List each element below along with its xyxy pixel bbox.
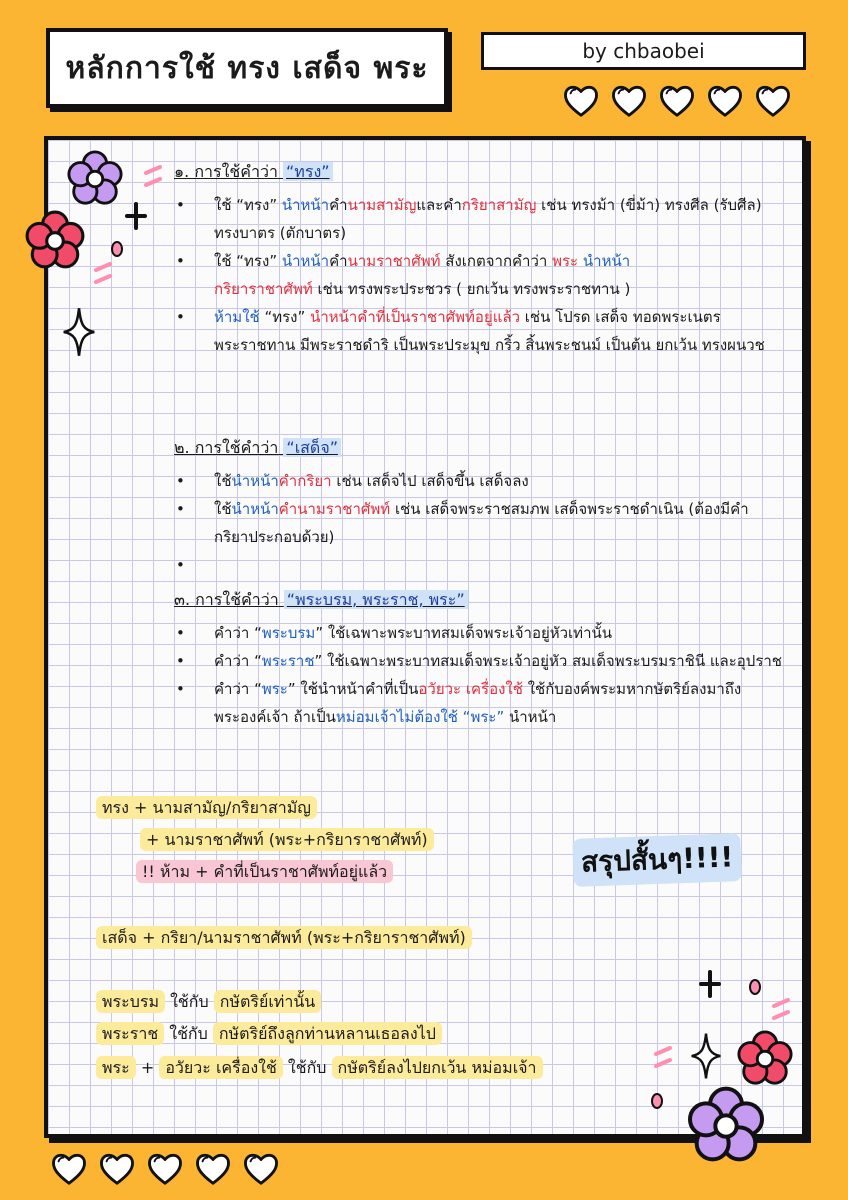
section-3 [174, 588, 786, 731]
summary-line: พระ + อวัยวะ เครื่องใช้ ใช้กับ กษัตริย์ลงไปยกเว้น หม่อมเจ้า [96, 1056, 543, 1081]
summary-line: พระราช ใช้กับ กษัตริย์ถึงลูกท่านหลานเธอลงไป [96, 1022, 442, 1047]
heart-icon [610, 82, 648, 120]
hearts-bottom [50, 1150, 280, 1188]
heading-text: ๓. การใช้คำว่า [174, 590, 279, 609]
list-item: • คำว่า “พระราช” ใช้เฉพาะพระบาทสมเด็จพระเจ้าอยู่หัว สมเด็จพระบรมราชินี และอุปราช [174, 647, 786, 675]
dot-icon [748, 978, 762, 996]
flower-icon [736, 1030, 794, 1088]
summary-line: พระบรม ใช้กับ กษัตริย์เท่านั้น [96, 990, 321, 1015]
section-1 [174, 160, 774, 359]
heart-icon [194, 1150, 232, 1188]
dot-icon [110, 240, 124, 258]
hearts-top [562, 82, 792, 120]
title-box [46, 28, 448, 108]
dash-icon [770, 998, 792, 1022]
heart-icon [754, 82, 792, 120]
sparkle-icon [62, 306, 96, 358]
dash-icon [142, 165, 164, 189]
flower-icon [686, 1086, 766, 1166]
list-item: • คำว่า “พระบรม” ใช้เฉพาะพระบาทสมเด็จพระเจ้าอยู่หัวเท่านั้น [174, 619, 786, 647]
flower-icon [24, 210, 86, 272]
section-heading [174, 160, 774, 185]
byline: by chbaobei [481, 32, 806, 70]
dash-icon [652, 1046, 674, 1070]
plus-icon [698, 970, 722, 998]
section-heading [174, 436, 774, 461]
list-item-empty [174, 551, 774, 579]
dash-icon [92, 262, 114, 286]
list-item: • ใช้ “ทรง” นำหน้าคำนามราชาศัพท์ สังเกตจากคำว่า พระ นำหน้า กริยาราชาศัพท์ เช่น ทรงพระประชวร ( ยกเว้น ทรงพระราชทาน ) [174, 247, 774, 303]
list-item: • ใช้ “ทรง” นำหน้าคำนามสามัญและคำกริยาสามัญ เช่น ทรงม้า (ขี่ม้า) ทรงศีล (รับศีล) ทรงบาตร (ตักบาตร) [174, 191, 774, 247]
heading-term: “ทรง” [283, 162, 333, 181]
heart-icon [50, 1150, 88, 1188]
heading-text: ๑. การใช้คำว่า [174, 162, 278, 181]
heart-icon [658, 82, 696, 120]
heart-icon [706, 82, 744, 120]
plus-icon [124, 202, 148, 230]
summary-line: ทรง + นามสามัญ/กริยาสามัญ [96, 796, 317, 821]
page-title: หลักการใช้ ทรง เสด็จ พระ [65, 50, 429, 86]
flower-icon [66, 150, 124, 208]
heading-term: “เสด็จ” [283, 438, 341, 457]
list-item: • ใช้นำหน้าคำนามราชาศัพท์ เช่น เสด็จพระราชสมภพ เสด็จพระราชดำเนิน (ต้องมีคำกริยาประกอบด้วย) [174, 495, 774, 551]
heart-icon [562, 82, 600, 120]
summary-line: เสด็จ + กริยา/นามราชาศัพท์ (พระ+กริยาราชาศัพท์) [96, 926, 472, 951]
heart-icon [98, 1150, 136, 1188]
heading-term: “พระบรม, พระราช, พระ” [284, 590, 468, 609]
heart-icon [242, 1150, 280, 1188]
summary-tag: สรุปสั้นๆ!!!! [572, 833, 742, 887]
heart-icon [146, 1150, 184, 1188]
section-heading [174, 588, 786, 613]
sparkle-icon [690, 1032, 722, 1080]
summary-line: + นามราชาศัพท์ (พระ+กริยาราชาศัพท์) [140, 828, 434, 853]
list-item: • ห้ามใช้ “ทรง” นำหน้าคำที่เป็นราชาศัพท์อยู่แล้ว เช่น โปรด เสด็จ ทอดพระเนตร พระราชทาน มีพระราชดำริ เป็นพระประมุข กริ้ว สิ้นพระชนม์ เป็นต้น ยกเว้น ทรงผนวช [174, 303, 774, 359]
dot-icon [650, 1092, 664, 1110]
section-2 [174, 436, 774, 579]
heading-text: ๒. การใช้คำว่า [174, 438, 279, 457]
summary-line: !! ห้าม + คำที่เป็นราชาศัพท์อยู่แล้ว [136, 860, 393, 885]
list-item: • ใช้นำหน้าคำกริยา เช่น เสด็จไป เสด็จขึ้น เสด็จลง [174, 467, 774, 495]
list-item: • คำว่า “พระ” ใช้นำหน้าคำที่เป็นอวัยวะ เครื่องใช้ ใช้กับองค์พระมหากษัตริย์ลงมาถึงพระองค์เจ้า ถ้าเป็นหม่อมเจ้าไม่ต้องใช้ “พระ” นำหน้า [174, 675, 786, 731]
